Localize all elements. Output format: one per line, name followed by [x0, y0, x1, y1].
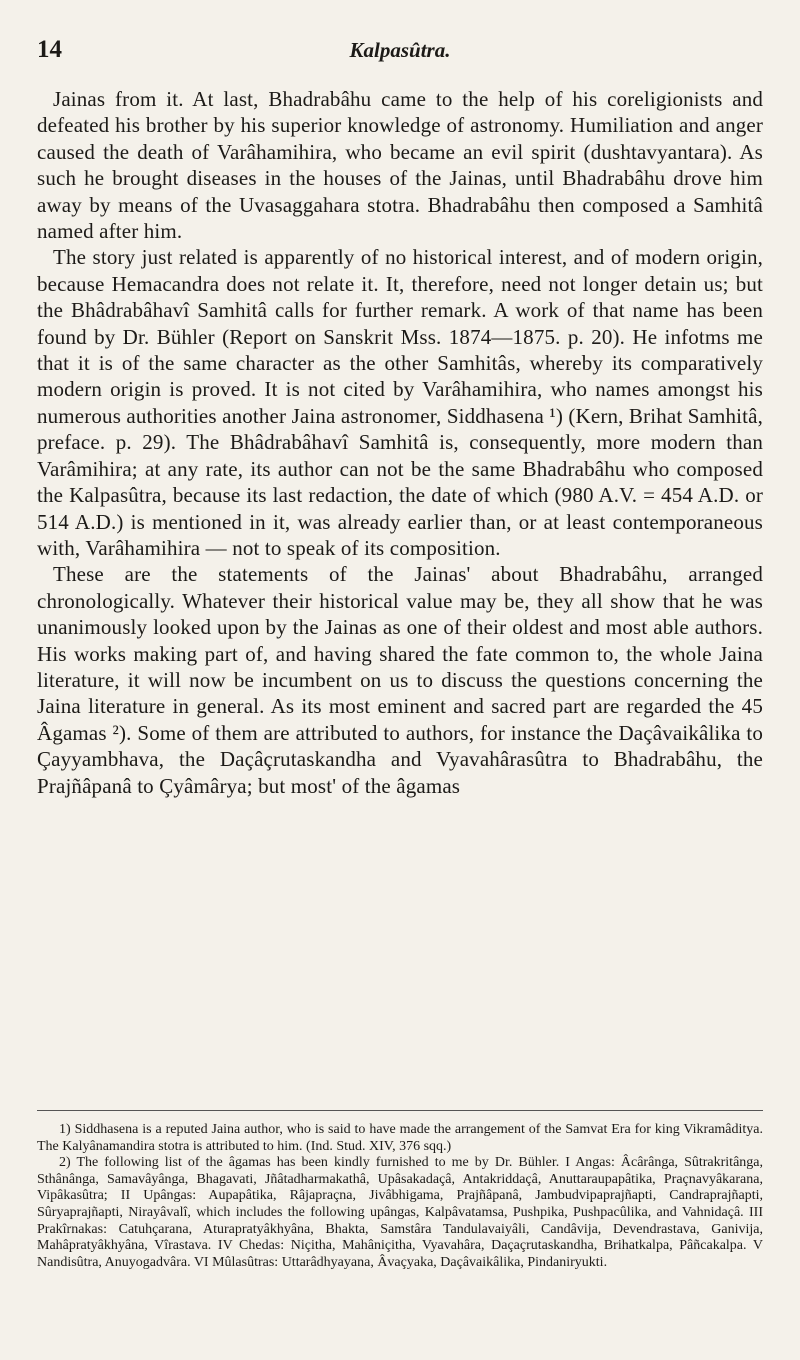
running-title: Kalpasûtra. — [349, 38, 451, 62]
main-text — [37, 86, 763, 799]
footnote: 1) Siddhasena is a reputed Jaina author, who is said to have made the arrangement of the Samvat Era for king Vikramâditya. The Kalyânamandira stotra is attributed to him. (Ind. Stud. XIV, 376 sqq.) — [37, 1122, 763, 1154]
footnotes — [37, 1122, 763, 1271]
paragraph: These are the statements of the Jainas' about Bhadrabâhu, arranged chronologically. Whatever their historical value may be, they all show that he was unanimously looked upon by the Jainas as one of their oldest and most able authors. His works making part of, and having shared the fate common to, the whole Jaina literature, it will now be incumbent on us to discuss the questions concerning the Jaina literature in general. As its most eminent and sacred part are regarded the 45 Âgamas ²). Some of them are attributed to authors, for instance the Daçâvaikâlika to Çayyambhava, the Daçâçrutaskandha and Vyavahârasûtra to Bhadrabâhu, the Prajñâpanâ to Çyâmârya; but most' of the âgamas — [37, 562, 763, 798]
paragraph: Jainas from it. At last, Bhadrabâhu came to the help of his coreligionists and defeated his brother by his superior knowledge of astronomy. Humiliation and anger caused the death of Varâhamihira, who became an evil spirit (dushtavyantara). As such he brought diseases in the houses of the Jainas, until Bhadrabâhu drove him away by means of the Uvasaggahara stotra. Bhadrabâhu then composed a Samhitâ named after him. — [37, 87, 763, 244]
page-number: 14 — [37, 36, 62, 63]
page-header — [37, 36, 763, 68]
footnote-divider — [37, 1110, 763, 1111]
footnote: 2) The following list of the âgamas has been kindly furnished to me by Dr. Bühler. I Angas: Âcârânga, Sûtrakritânga, Sthânânga, Samavâyânga, Bhagavati, Jñâtadharmakathâ, Upâsakadaçâ, Antakriddaçâ, Anuttaraupapâtika, Praçnavyâkarana, Vipâkasûtra; II Upângas: Aupapâtika, Râjapraçna, Jivâbhigama, Prajñâpanâ, Jambudvipaprajñapti, Candraprajñapti, Sûryaprajñapti, Nirayâvalî, which includes the following upângas, Kalpâvatamsa, Pushpika, Pushpacûlika, and Vahnidaçâ. III Prakîrnakas: Catuhçarana, Aturapratyâkhyâna, Bhakta, Samstâra Tandulavaiyâli, Candâvija, Devendrastava, Ganivija, Mahâpratyâkhyâna, Vîrastava. IV Chedas: Niçitha, Mahâniçitha, Vyavahâra, Daçaçrutaskandha, Brihatkalpa, Pâñcakalpa. V Nandisûtra, Anuyogadvâra. VI Mûlasûtras: Uttarâdhyayana, Âvaçyaka, Daçâvaikâlika, Pindaniryukti. — [37, 1155, 763, 1270]
paragraph: The story just related is apparently of no historical interest, and of modern origin, because Hemacandra does not relate it. It, therefore, need not longer detain us; but the Bhâdrabâhavî Samhitâ calls for further remark. A work of that name has been found by Dr. Bühler (Report on Sanskrit Mss. 1874—1875. p. 20). He infotms me that it is of the same character as the other Samhitâs, whereby its comparatively modern origin is proved. It is not cited by Varâhamihira, who names amongst his numerous authorities another Jaina astronomer, Siddhasena ¹) (Kern, Brihat Samhitâ, preface. p. 29). The Bhâdrabâhavî Samhitâ is, consequently, more modern than Varâmihira; at any rate, its author can not be the same Bhadrabâhu who composed the Kalpasûtra, because its last redaction, the date of which (980 A.V. = 454 A.D. or 514 A.D.) is mentioned in it, was already earlier than, or at least contemporaneous with, Varâhamihira — not to speak of its composition. — [37, 245, 763, 560]
